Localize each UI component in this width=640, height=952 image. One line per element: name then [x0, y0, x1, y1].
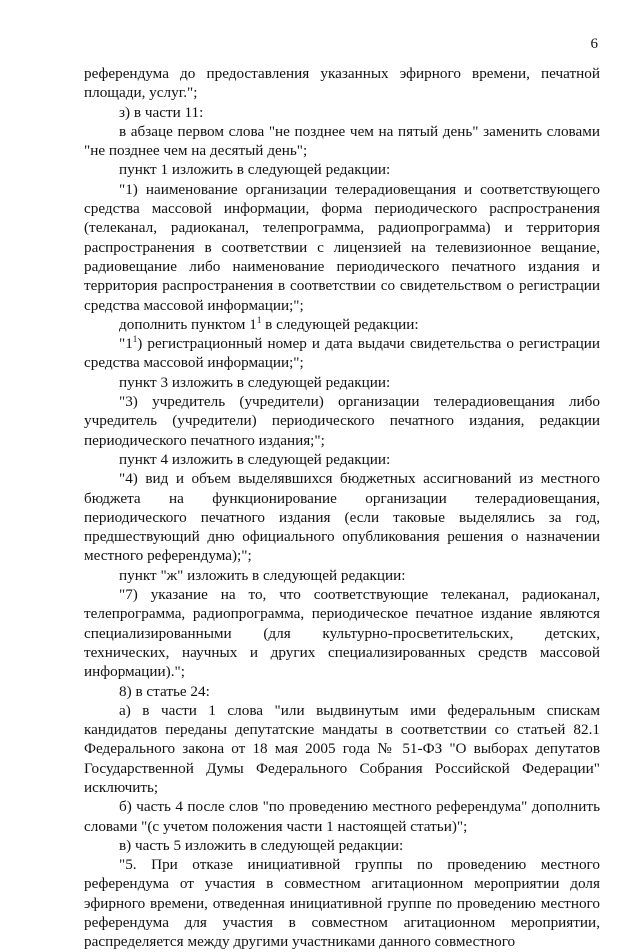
paragraph: "1) наименование организации телерадиовещания и соответствующего средства массовой информации, форма периодического распространения (телеканал, радиоканал, телепрограмма, радиопрограмма) и территория распространения в соответствии с лицензией на телевизионное вещание, радиовещание либо наименование периодического печатного издания и территория распространения в соответствии со свидетельством о регистрации средства массовой информации;"; [84, 180, 600, 314]
paragraph-text: "1 [119, 335, 133, 353]
paragraph: "5. При отказе инициативной группы по проведению местного референдума от участия в совместном агитационном мероприятии доля эфирного времени, отведенная инициативной группе по проведению местного референдума для участия в совместном агитационном мероприятии, распределяется между другими участниками данного совместного [84, 856, 600, 951]
paragraph: пункт 1 изложить в следующей редакции: [119, 161, 391, 179]
page-number: 6 [590, 36, 598, 52]
paragraph: "3) учредитель (учредители) организации телерадиовещания либо учредитель (учредители) периодического печатного издания, редакции периодического печатного издания;"; [84, 393, 600, 449]
paragraph: а) в части 1 слова "или выдвинутым ими федеральным спискам кандидатов переданы депутатские мандаты в соответствии со статьей 82.1 Федерального закона от 18 мая 2005 года № 51-ФЗ "О выборах депутатов Государственной Думы Федерального Собрания Российской Федерации" исключить; [84, 701, 600, 796]
paragraph [84, 334, 600, 373]
paragraph: б) часть 4 после слов "по проведению местного референдума" дополнить словами "(с учетом положения части 1 настоящей статьи)"; [84, 798, 600, 835]
paragraph: "7) указание на то, что соответствующие телеканал, радиоканал, телепрограмма, радиопрограмма, периодическое печатное издание являются специализированными (для культурно-просветительских, детских, технических, научных и других специализированных средств массовой информации)."; [84, 586, 600, 681]
document-body [84, 64, 600, 952]
paragraph: пункт 3 изложить в следующей редакции: [119, 373, 391, 391]
paragraph: пункт 4 изложить в следующей редакции: [119, 450, 391, 468]
paragraph: "4) вид и объем выделявшихся бюджетных ассигнований из местного бюджета на функционирование организации телерадиовещания, периодического печатного издания (если таковые выделялись за год, предшествующий дню официального опубликования решения о назначении местного референдума);"; [84, 470, 600, 565]
paragraph: в) часть 5 изложить в следующей редакции: [119, 836, 404, 854]
paragraph: референдума до предоставления указанных эфирного времени, печатной площади, услуг."; [84, 65, 600, 102]
paragraph-text: в следующей редакции: [261, 315, 419, 333]
superscript: 1 [256, 314, 262, 325]
paragraph: з) в части 11: [119, 103, 204, 121]
paragraph: в абзаце первом слова "не позднее чем на пятый день" заменить словами "не позднее чем на десятый день"; [84, 122, 600, 160]
paragraph-text: ) регистрационный номер и дата выдачи свидетельства о регистрации средства массовой информации;"; [84, 335, 600, 372]
paragraph: пункт "ж" изложить в следующей редакции: [119, 566, 406, 584]
paragraph: 8) в статье 24: [119, 682, 210, 700]
paragraph-text: дополнить пунктом 1 [119, 315, 257, 333]
superscript: 1 [132, 334, 138, 345]
paragraph [84, 315, 600, 334]
